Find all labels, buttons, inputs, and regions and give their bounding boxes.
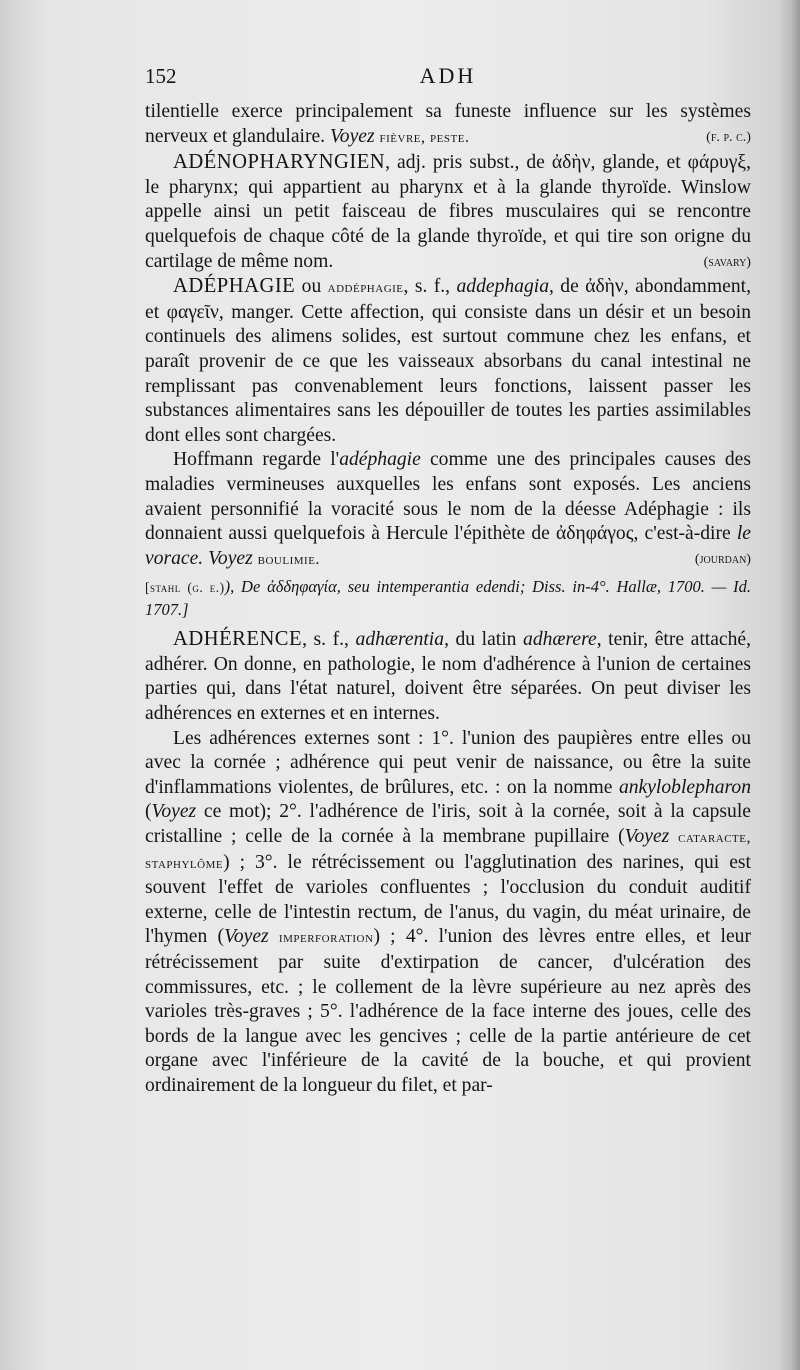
- headword: ADÉNOPHARYNGIEN: [173, 151, 386, 174]
- running-head: ADH: [419, 63, 477, 88]
- voyez-ref: Voyez: [208, 547, 253, 569]
- entry-continuation: tilentielle exerce principalement sa funeste influence sur les systèmes nerveux et glandulaire. Voyez fièvre, peste. (f. p. c.): [145, 100, 751, 150]
- author-signature: (jourdan): [694, 550, 751, 567]
- entry-adherence-para2: Les adhérences externes sont : 1°. l'union des paupières entre elles ou avec la cornée ; adhérence qui peut venir de naissance, ou être la suite d'inflammations violentes, de brûlures, etc. : on la nomme ankyloblepharon (Voyez ce mot); 2°. l'adhérence de l'iris, soit à la cornée, soit à la capsule cristalline ; celle de la cornée à la membrane pupillaire (Voyez cataracte, staphylôme) ; 3°. le rétrécissement ou l'agglutination des narines, qui est souvent l'effet de varioles confluentes ; l'occlusion du conduit auditif externe, celle de l'intestin rectum, de l'anus, du vagin, du méat urinaire, de l'hymen (Voyez imperforation) ; 4°. l'union des lèvres entre elles, et leur rétrécissement par suite d'extirpation de cancer, d'ulcération des commissures, etc. ; le collement de la lèvre supérieure au nez après des varioles très-graves ; 5°. l'adhérence de la face interne des joues, celle des bords de la langue avec les gencives ; celle de la partie antérieure de cet organe avec l'inférieure de la cavité de la bouche, et qui provient ordinairement de la longueur du filet, et par-: [145, 727, 752, 1096]
- author-signature: (f. p. c.): [706, 128, 751, 145]
- page-header: [145, 60, 751, 94]
- page-edge-shadow: [778, 0, 800, 1370]
- headword: ADÉPHAGIE: [173, 275, 296, 298]
- voyez-ref: Voyez: [151, 801, 197, 823]
- entry-adephagie-para2: Hoffmann regarde l'adéphagie comme une des principales causes des maladies vermineuses auxquelles les enfans sont exposés. Les anciens avaient personnifié la voracité sous le nom de la déesse Adéphagie : ils donnaient aussi quelquefois à Hercule l'épithète de ἀδηφάγος, c'est-à-dire le vorace. Voyez boulimie. (jourdan): [145, 448, 751, 572]
- voyez-ref: Voyez: [624, 826, 670, 848]
- entry-adenopharyngien: ADÉNOPHARYNGIEN, adj. pris subst., de ἀδὴν, glande, et φάρυγξ, le pharynx; qui appartient au pharynx et à la glande thyroïde. Winslow appelle ainsi un petit faisceau de fibres musculaires qui se rencontre quelquefois de chaque côté de la glande thyroïde, et qui tire son origne du cartilage de même nom. (savary): [145, 150, 751, 274]
- page-text: [145, 60, 751, 1099]
- voyez-ref: Voyez: [224, 926, 269, 948]
- page-number: 152: [145, 64, 177, 88]
- entry-adephagie: ADÉPHAGIE ou addéphagie, s. f., addephagia, de ἀδὴν, abondamment, et φαγεῖν, manger. Cette affection, qui consiste dans un désir et un besoin continuels des alimens solides, est surtout commune chez les enfans, et paraît provenir de ce que les vaisseaux absorbans du canal intestinal ne remplissant pas convenablement leurs fonctions, laissent passer les substances alimentaires sans les dépouiller de toutes les parties assimilables dont elles sont chargées.: [145, 275, 751, 446]
- headword: ADHÉRENCE: [173, 628, 303, 651]
- entry-adherence: ADHÉRENCE, s. f., adhærentia, du latin adhærere, tenir, être attaché, adhérer. On donne, en pathologie, le nom d'adhérence à l'union de certaines parties qui, dans l'état naturel, doivent être séparées. On peut diviser les adhérences en externes et en internes.: [145, 628, 751, 725]
- bibliography: [stahl (g. e.)), De ἀδδηφαγία, seu intemperantia edendi; Diss. in-4°. Hallæ, 1700. — Id. 1707.]: [145, 577, 752, 620]
- author-signature: (savary): [703, 253, 751, 270]
- voyez-ref: Voyez: [329, 125, 375, 147]
